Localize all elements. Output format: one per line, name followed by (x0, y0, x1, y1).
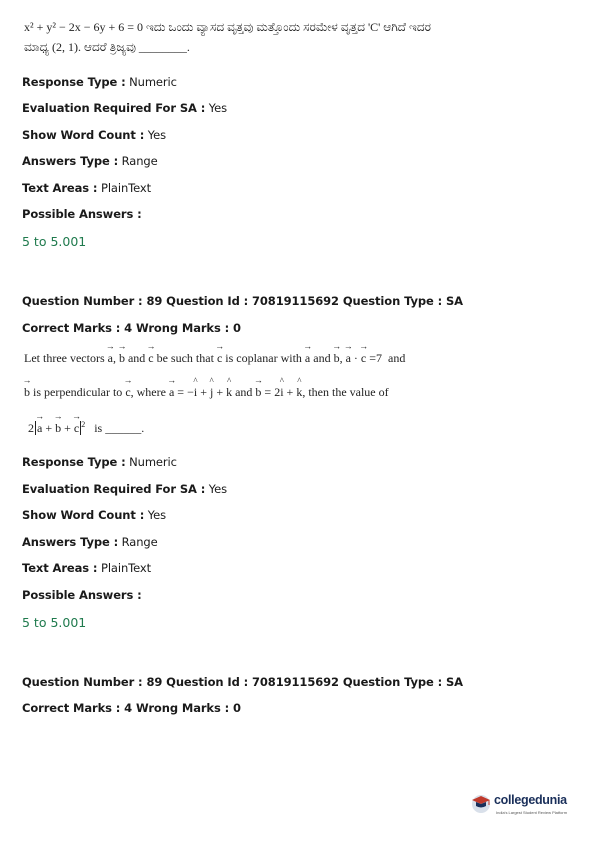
evaluation-value: Yes (208, 101, 228, 115)
graduation-cap-icon (470, 792, 492, 814)
word-count-row (22, 508, 166, 522)
response-type-value: Numeric (129, 455, 177, 469)
possible-answer: 5 to 5.001 (22, 234, 87, 249)
possible-answers-row (22, 588, 142, 602)
text-areas-row (22, 561, 151, 575)
possible-answers-label: Possible Answers : (22, 588, 142, 602)
answers-type-label: Answers Type : (22, 535, 119, 549)
response-type-row (22, 455, 177, 469)
possible-answer: 5 to 5.001 (22, 615, 87, 630)
text-areas-row (22, 181, 151, 195)
question-marks: Correct Marks : 4 Wrong Marks : 0 (22, 701, 241, 715)
text-areas-label: Text Areas : (22, 561, 98, 575)
question-text-line-2: → b is perpendicular to → c, where → a = −^ i + ^ j + ^ k and → b = 2^ i + ^ k, then the value of (24, 385, 389, 400)
question-text-line-1: x² + y² − 2x − 6y + 6 = 0 ಇದು ಒಂದು ವ್ಯಾಸದ ವೃತ್ತವು ಮತ್ತೊಂದು ಸರಮೇಳ ವೃತ್ತದ 'C' ಆಗಿದೆ ಇದರ (24, 20, 431, 34)
word-count-value: Yes (147, 128, 167, 142)
logo-tagline: India's Largest Student Review Platform (496, 810, 568, 815)
evaluation-label: Evaluation Required For SA : (22, 101, 206, 115)
evaluation-value: Yes (208, 482, 228, 496)
evaluation-row (22, 482, 227, 496)
question-text-line-2: ಮಾಧ್ಯ (2, 1). ಆದರೆ ತ್ರಿಜ್ಯವು ________. (24, 40, 190, 54)
text-areas-value: PlainText (100, 181, 152, 195)
question-marks: Correct Marks : 4 Wrong Marks : 0 (22, 321, 241, 335)
evaluation-row (22, 101, 227, 115)
response-type-value: Numeric (129, 75, 177, 89)
question-header: Question Number : 89 Question Id : 70819115692 Question Type : SA (22, 294, 463, 308)
answers-type-row (22, 535, 158, 549)
response-type-label: Response Type : (22, 455, 126, 469)
possible-answers-row (22, 207, 142, 221)
word-count-label: Show Word Count : (22, 508, 145, 522)
collegedunia-logo[interactable] (470, 790, 570, 830)
question-header: Question Number : 89 Question Id : 70819115692 Question Type : SA (22, 675, 463, 689)
word-count-row (22, 128, 166, 142)
response-type-label: Response Type : (22, 75, 126, 89)
logo-name: collegedunia (494, 793, 567, 807)
answers-type-row (22, 154, 158, 168)
text-areas-value: PlainText (100, 561, 152, 575)
word-count-value: Yes (147, 508, 167, 522)
answers-type-label: Answers Type : (22, 154, 119, 168)
evaluation-label: Evaluation Required For SA : (22, 482, 206, 496)
possible-answers-label: Possible Answers : (22, 207, 142, 221)
word-count-label: Show Word Count : (22, 128, 145, 142)
answers-type-value: Range (121, 535, 158, 549)
question-text-line-3: 2→ a + → b + → c $^2$ is ______. (28, 420, 144, 436)
answers-type-value: Range (121, 154, 158, 168)
response-type-row (22, 75, 177, 89)
question-text-line-1: Let three vectors → a, → b and → c be such that → c is coplanar with → a and → b, → a · → c =7 and (24, 351, 405, 366)
text-areas-label: Text Areas : (22, 181, 98, 195)
